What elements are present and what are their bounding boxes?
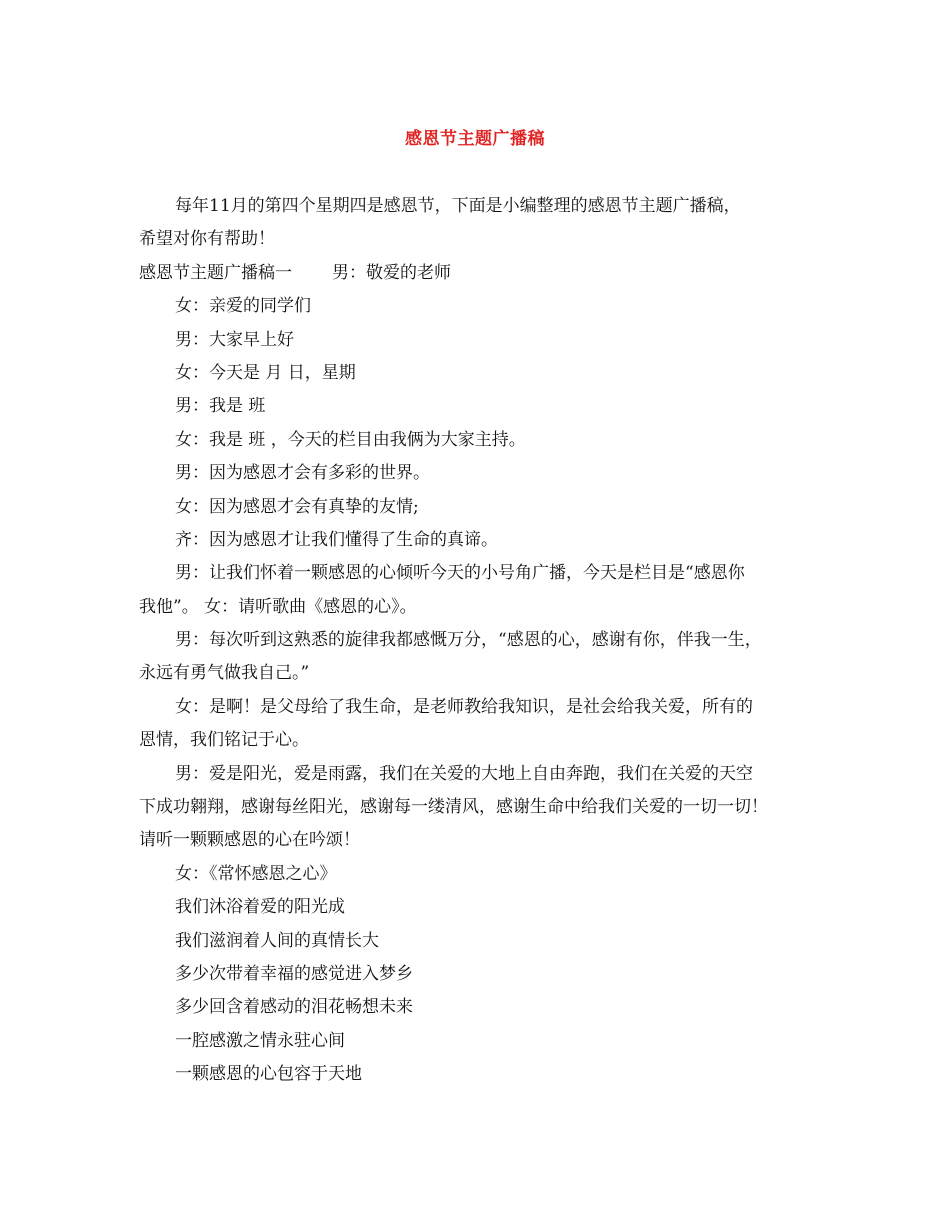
poem-line: 一颗感恩的心包容于天地 — [175, 1064, 362, 1085]
paragraph-line: 希望对你有帮助！ — [139, 229, 275, 250]
poem-line: 我们滋润着人间的真情长大 — [175, 930, 379, 951]
paragraph-line: 请听一颗颗感恩的心在吟颂！ — [139, 830, 360, 851]
section-heading: 感恩节主题广播稿一 — [139, 262, 292, 283]
paragraph-line: 男：爱是阳光，爱是雨露，我们在关爱的大地上自由奔跑，我们在关爱的天空 — [175, 763, 753, 784]
poem-line: 一腔感激之情永驻心间 — [175, 1030, 345, 1051]
paragraph-line: 男：让我们怀着一颗感恩的心倾听今天的小号角广播，今天是栏目是“感恩你 — [175, 563, 745, 584]
paragraph-line: 女：是啊！是父母给了我生命，是老师教给我知识，是社会给我关爱，所有的 — [175, 696, 753, 717]
paragraph-line: 我他”。 女：请听歌曲《感恩的心》。 — [139, 596, 417, 617]
paragraph-line: 男：因为感恩才会有多彩的世界。 — [175, 463, 430, 484]
poem-line: 多少回含着感动的泪花畅想未来 — [175, 997, 413, 1018]
paragraph-line: 女：《常怀感恩之心》 — [175, 863, 337, 884]
paragraph-line: 女：今天是 月 日，星期 — [175, 362, 356, 383]
paragraph-line: 女：因为感恩才会有真挚的友情; — [175, 496, 419, 517]
paragraph-line: 恩情，我们铭记于心。 — [139, 730, 309, 751]
paragraph-line: 男：每次听到这熟悉的旋律我都感慨万分，“感恩的心，感谢有你，伴我一生， — [175, 630, 762, 651]
paragraph-line: 女：我是 班 ，今天的栏目由我俩为大家主持。 — [175, 429, 526, 450]
paragraph-line: 每年11月的第四个星期四是感恩节，下面是小编整理的感恩节主题广播稿， — [175, 196, 741, 216]
poem-line: 我们沐浴着爱的阳光成 — [175, 897, 345, 918]
poem-line: 多少次带着幸福的感觉进入梦乡 — [175, 963, 413, 984]
paragraph-line: 齐：因为感恩才让我们懂得了生命的真谛。 — [175, 529, 498, 550]
paragraph-line: 男：我是 班 — [175, 396, 266, 417]
document-body — [139, 190, 819, 1092]
document-title: 感恩节主题广播稿 — [405, 129, 545, 149]
paragraph-line: 下成功翱翔，感谢每丝阳光，感谢每一缕清风，感谢生命中给我们关爱的一切一切！ — [139, 797, 768, 818]
paragraph-line: 女：亲爱的同学们 — [175, 296, 311, 317]
paragraph-line: 男：大家早上好 — [175, 329, 294, 350]
paragraph-line: 永远有勇气做我自己。” — [139, 663, 310, 684]
dialogue-line: 男：敬爱的老师 — [332, 262, 451, 283]
paragraph-line — [139, 257, 819, 290]
